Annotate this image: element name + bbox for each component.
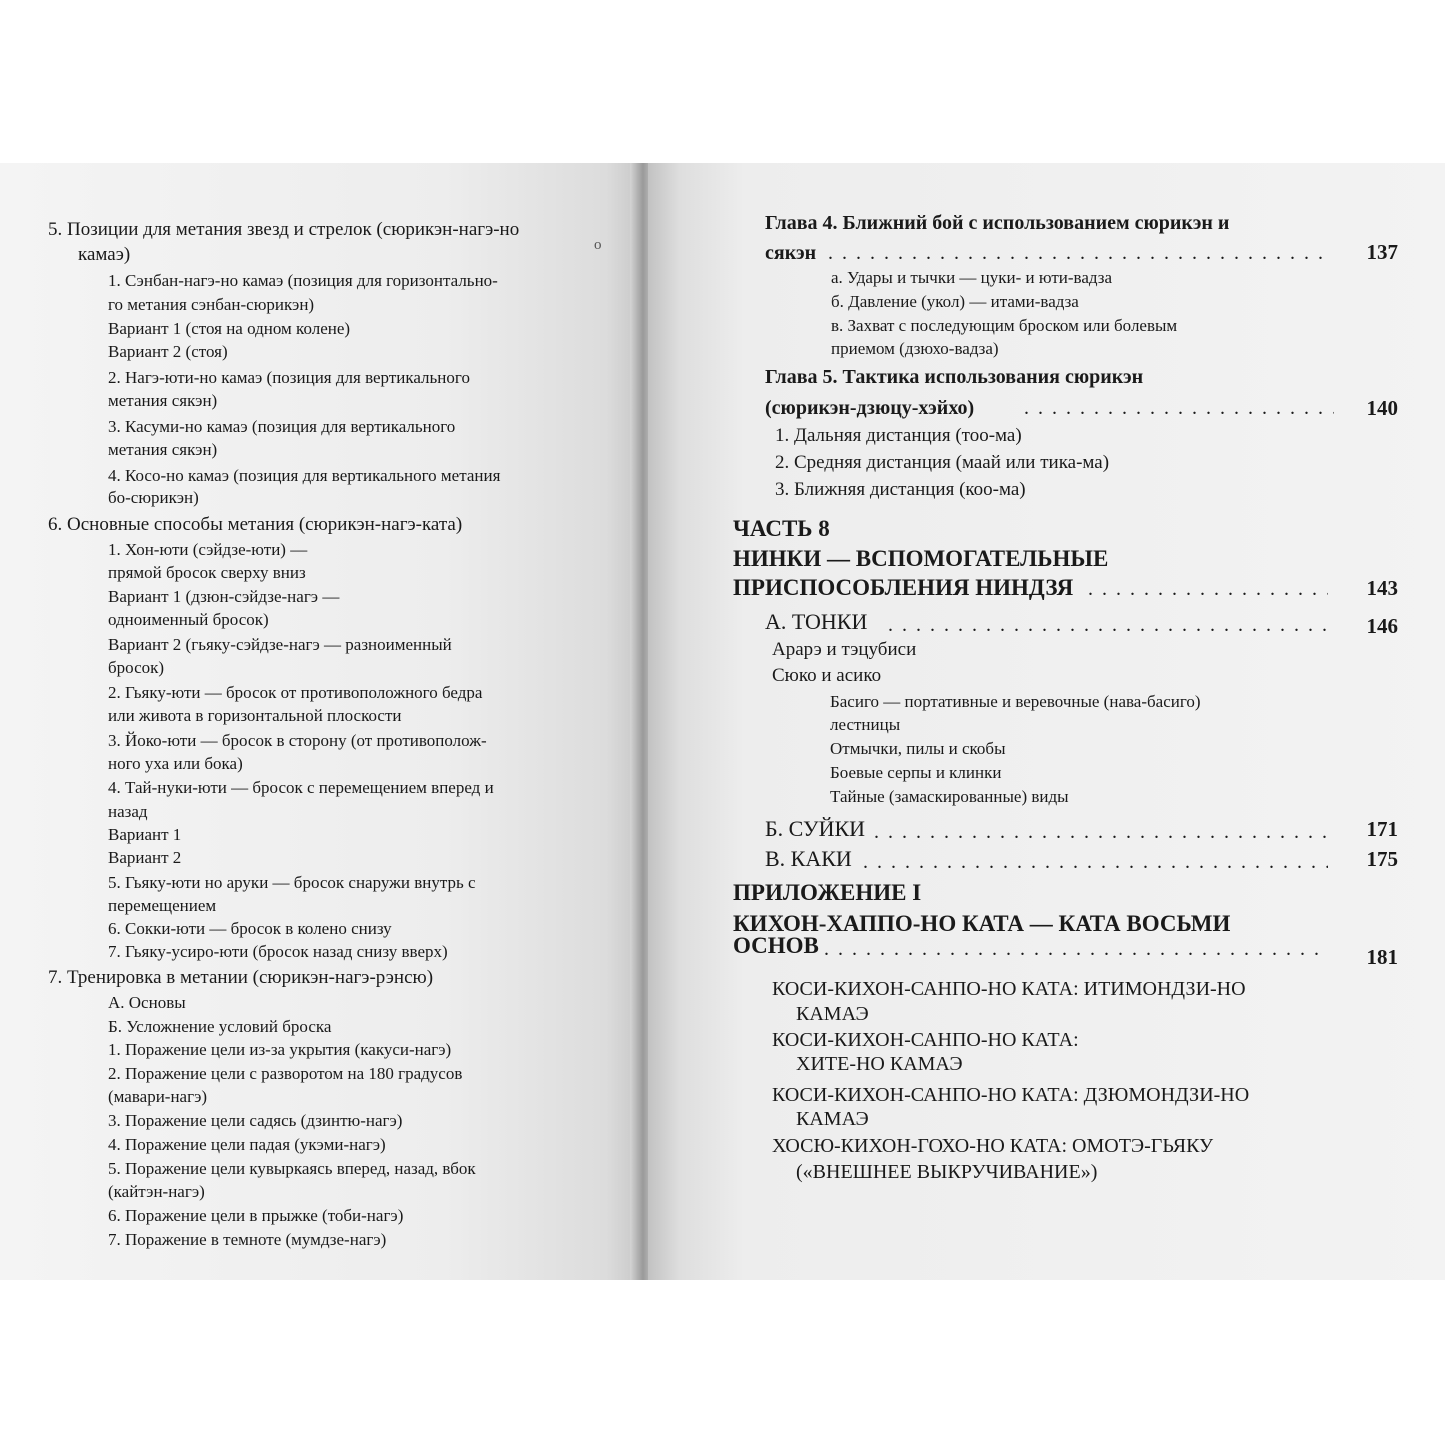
dot-leader <box>863 852 1328 872</box>
section-title: Б. СУЙКИ <box>765 816 866 841</box>
appendix-heading: КИХОН-ХАППО-НО КАТА — КАТА ВОСЬМИ <box>733 911 1231 936</box>
toc-entry: 3. Касуми-но камаэ (позиция для вертикального <box>108 417 456 436</box>
part-heading: ПРИСПОСОБЛЕНИЯ НИНДЗЯ <box>733 575 1074 600</box>
toc-entry: 6. Основные способы метания (сюрикэн-нагэ-ката) <box>48 514 463 535</box>
section-title: А. ТОНКИ <box>765 609 868 634</box>
toc-entry: КОСИ-КИХОН-САНПО-НО КАТА: ИТИМОНДЗИ-НО <box>772 978 1246 1000</box>
dot-leader <box>888 615 1328 635</box>
toc-entry: Вариант 1 (стоя на одном колене) <box>108 319 351 338</box>
toc-entry: Вариант 1 <box>108 825 182 844</box>
toc-entry: перемещением <box>108 896 217 915</box>
toc-entry: Б. Усложнение условий броска <box>108 1017 332 1036</box>
toc-entry: 6. Поражение цели в прыжке (тоби-нагэ) <box>108 1206 404 1225</box>
toc-entry: КАМАЭ <box>796 1108 869 1130</box>
toc-entry: (кайтэн-нагэ) <box>108 1182 205 1201</box>
chapter-title: Глава 4. Ближний бой с использованием сюрикэн и <box>765 212 1230 234</box>
toc-entry: 2. Нагэ-юти-но камаэ (позиция для вертикального <box>108 368 470 387</box>
toc-entry: («ВНЕШНЕЕ ВЫКРУЧИВАНИЕ») <box>796 1161 1098 1183</box>
chapter-title: сякэн <box>765 242 817 264</box>
toc-entry: Отмычки, пилы и скобы <box>830 739 1006 758</box>
toc-entry: 2. Гьяку-юти — бросок от противоположного бедра <box>108 683 483 702</box>
margin-mark: o <box>594 237 602 253</box>
toc-entry: КОСИ-КИХОН-САНПО-НО КАТА: ДЗЮМОНДЗИ-НО <box>772 1084 1250 1106</box>
toc-entry: го метания сэнбан-сюрикэн) <box>108 295 315 314</box>
toc-entry: бо-сюрикэн) <box>108 488 199 507</box>
toc-entry: Басиго — портативные и веревочные (нава-басиго) <box>830 692 1201 711</box>
page-number: 181 <box>1366 945 1398 969</box>
appendix-heading: ПРИЛОЖЕНИЕ I <box>733 880 922 905</box>
toc-entry: камаэ) <box>78 244 131 265</box>
toc-entry: Сюко и асико <box>772 665 882 686</box>
chapter-title: Глава 5. Тактика использования сюрикэн <box>765 366 1144 388</box>
toc-entry: 5. Гьяку-юти но аруки — бросок снаружи внутрь с <box>108 873 476 892</box>
toc-entry: лестницы <box>830 715 901 734</box>
appendix-heading: ОСНОВ <box>733 933 819 958</box>
section-title: В. КАКИ <box>765 846 852 871</box>
left-page <box>0 163 638 1280</box>
page-number: 137 <box>1366 240 1398 264</box>
toc-entry: 1. Дальняя дистанция (тоо-ма) <box>775 425 1022 446</box>
toc-entry: 6. Сокки-юти — бросок в колено снизу <box>108 919 392 938</box>
toc-entry: б. Давление (укол) — итами-вадза <box>831 292 1079 311</box>
dot-leader <box>1024 398 1334 418</box>
toc-entry: 1. Поражение цели из-за укрытия (какуси-нагэ) <box>108 1040 452 1059</box>
toc-entry: ХОСЮ-КИХОН-ГОХО-НО КАТА: ОМОТЭ-ГЬЯКУ <box>772 1135 1214 1157</box>
toc-entry: Вариант 2 (гьяку-сэйдзе-нагэ — разноименный <box>108 635 452 654</box>
page-number: 140 <box>1366 396 1398 420</box>
toc-entry: А. Основы <box>108 993 186 1012</box>
left-toc-list <box>0 163 638 1280</box>
toc-entry: (мавари-нагэ) <box>108 1087 208 1106</box>
toc-entry: Тайные (замаскированные) виды <box>830 787 1069 806</box>
toc-entry: 7. Тренировка в метании (сюрикэн-нагэ-рэнсю) <box>48 967 434 988</box>
toc-entry: а. Удары и тычки — цуки- и юти-вадза <box>831 268 1113 287</box>
toc-entry: 7. Гьяку-усиро-юти (бросок назад снизу вверх) <box>108 942 448 961</box>
toc-entry: 5. Позиции для метания звезд и стрелок (сюрикэн-нагэ-но <box>48 219 520 240</box>
toc-entry: Вариант 1 (дзюн-сэйдзе-нагэ — <box>108 587 340 606</box>
dot-leader <box>1088 579 1328 599</box>
toc-entry: прямой бросок сверху вниз <box>108 563 306 582</box>
toc-entry: 2. Поражение цели с разворотом на 180 градусов <box>108 1064 463 1083</box>
dot-leader <box>828 243 1328 263</box>
toc-entry: 1. Сэнбан-нагэ-но камаэ (позиция для горизонтально- <box>108 271 498 290</box>
dot-leader <box>874 822 1328 842</box>
toc-entry: 3. Йоко-юти — бросок в сторону (от противополож- <box>108 731 487 750</box>
toc-entry: 4. Тай-нуки-юти — бросок с перемещением вперед и <box>108 778 494 797</box>
toc-entry: Боевые серпы и клинки <box>830 763 1002 782</box>
toc-entry: 5. Поражение цели кувыркаясь вперед, назад, вбок <box>108 1159 476 1178</box>
toc-entry: 4. Косо-но камаэ (позиция для вертикального метания <box>108 466 501 485</box>
page-number: 175 <box>1366 847 1398 871</box>
toc-entry: в. Захват с последующим броском или болевым <box>831 316 1178 335</box>
part-heading: ЧАСТЬ 8 <box>733 516 830 541</box>
toc-entry: или живота в горизонтальной плоскости <box>108 706 402 725</box>
toc-entry: 7. Поражение в темноте (мумдзе-нагэ) <box>108 1230 387 1249</box>
toc-entry: Вариант 2 <box>108 848 182 867</box>
toc-entry: 2. Средняя дистанция (маай или тика-ма) <box>775 452 1110 473</box>
toc-entry: ного уха или бока) <box>108 754 243 773</box>
dot-leader <box>824 939 1328 959</box>
part-heading: НИНКИ — ВСПОМОГАТЕЛЬНЫЕ <box>733 546 1109 571</box>
toc-entry: метания сякэн) <box>108 440 218 459</box>
toc-entry: одноименный бросок) <box>108 610 269 629</box>
book-spread <box>0 163 1445 1280</box>
toc-entry: назад <box>108 802 148 821</box>
toc-entry: 4. Поражение цели падая (укэми-нагэ) <box>108 1135 386 1154</box>
toc-entry: бросок) <box>108 658 165 677</box>
page-number: 171 <box>1366 817 1398 841</box>
toc-entry: метания сякэн) <box>108 391 218 410</box>
toc-entry: КАМАЭ <box>796 1003 869 1025</box>
page-number: 143 <box>1366 576 1398 600</box>
right-toc-list <box>648 163 1445 1280</box>
toc-entry: приемом (дзюхо-вадза) <box>831 339 999 358</box>
page-number: 146 <box>1366 614 1398 638</box>
toc-entry: 1. Хон-юти (сэйдзе-юти) — <box>108 540 308 559</box>
toc-entry: КОСИ-КИХОН-САНПО-НО КАТА: <box>772 1029 1079 1051</box>
toc-entry: 3. Ближняя дистанция (коо-ма) <box>775 479 1026 500</box>
toc-entry: Арарэ и тэцубиси <box>772 639 917 660</box>
toc-entry: 3. Поражение цели садясь (дзинтю-нагэ) <box>108 1111 403 1130</box>
chapter-title: (сюрикэн-дзюцу-хэйхо) <box>765 397 975 419</box>
toc-entry: Вариант 2 (стоя) <box>108 342 228 361</box>
toc-entry: ХИТЕ-НО КАМАЭ <box>796 1053 963 1075</box>
right-page <box>648 163 1445 1280</box>
